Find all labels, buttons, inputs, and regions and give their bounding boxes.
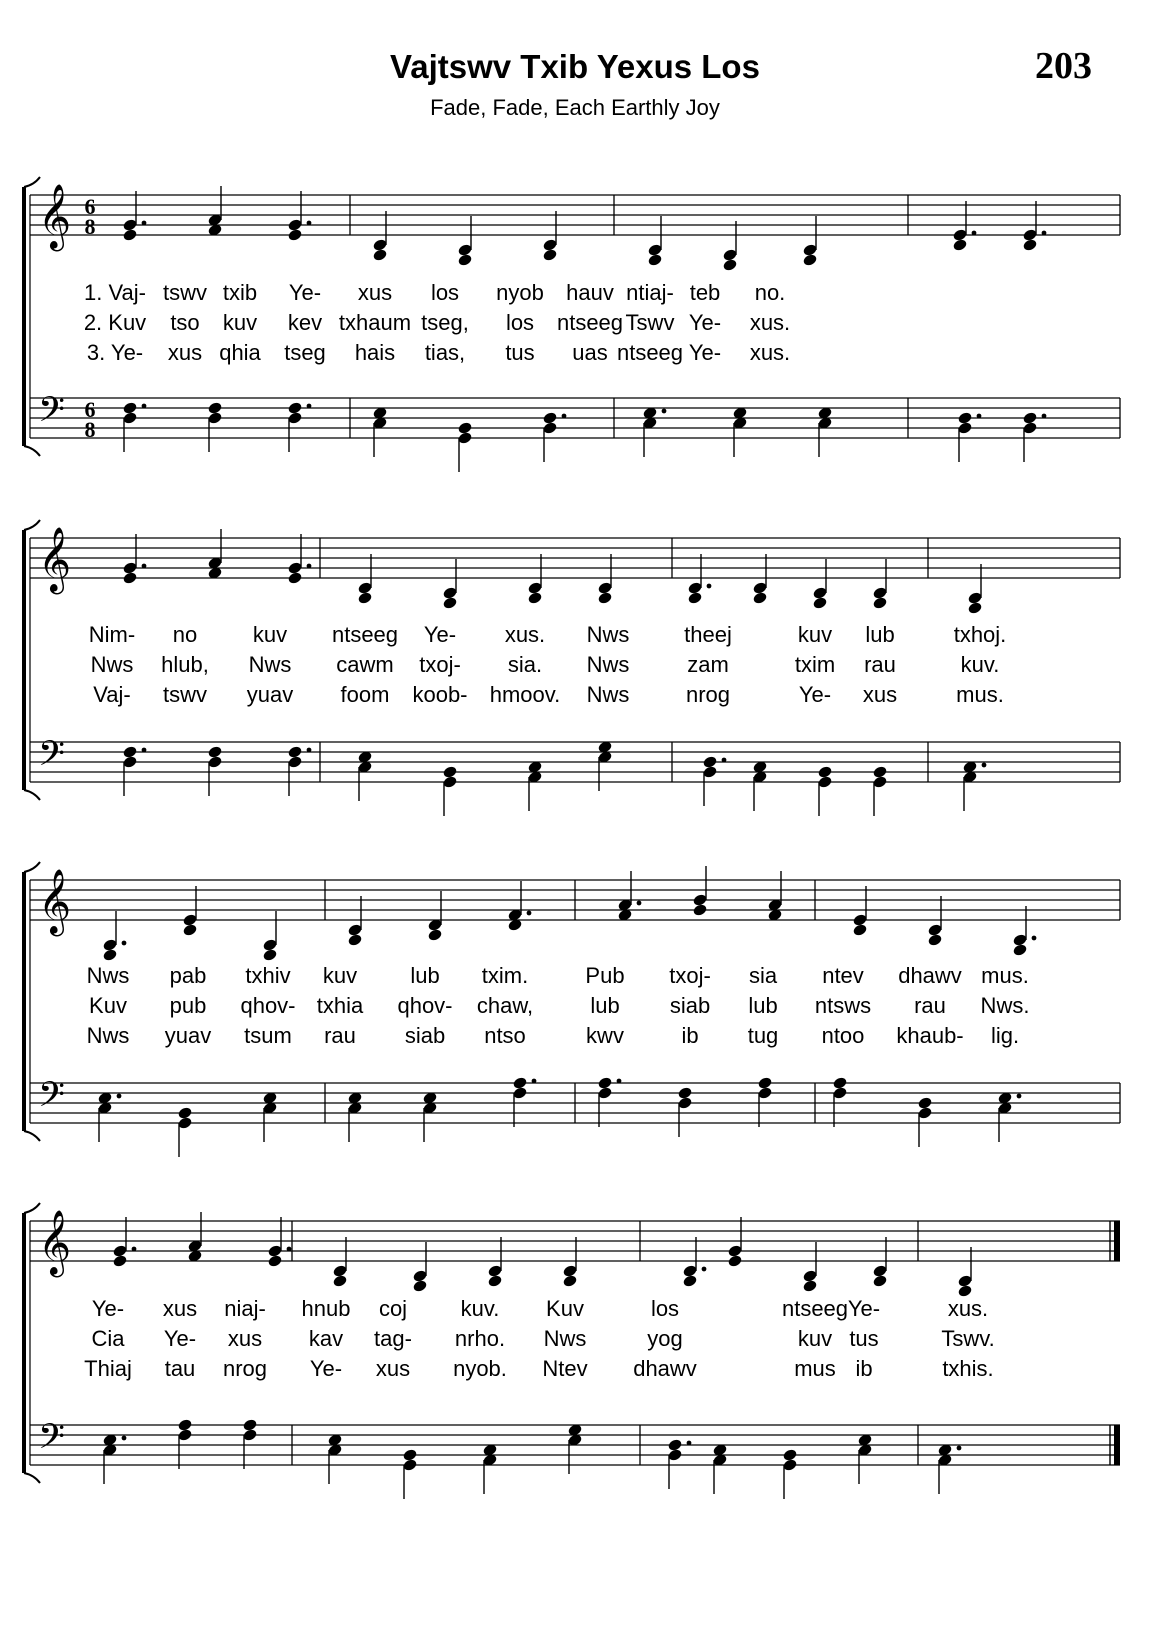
lyric-syllable: tau [164,1356,196,1381]
note [997,1091,1021,1142]
lyric-syllable: hauv [566,280,614,305]
note [952,201,976,252]
note [347,1091,363,1142]
note [177,1418,193,1469]
time-signature [85,397,96,442]
svg-text:6: 6 [84,194,96,219]
lyric-syllable: siab [669,993,711,1018]
note [817,406,833,457]
lyric-syllable: Ye- [798,682,832,707]
lyric-syllable: lig. [990,1023,1020,1048]
lyric-syllable: kuv [797,622,833,647]
note [682,1237,706,1288]
note [527,554,543,605]
note [262,911,278,962]
note [1022,201,1046,252]
treble-staff [30,1212,1120,1298]
lyric-syllable: xus [862,682,898,707]
lyric-syllable: txib [222,280,258,305]
lyric-syllable: Ye- [163,1326,197,1351]
lyric-syllable: coj [378,1296,408,1321]
hymn-title: Vajtswv Txib Yexus Los [390,48,760,85]
lyric-syllable: kuv [797,1326,833,1351]
note [677,1086,693,1137]
lyric-syllable: txim [794,652,836,677]
lyric-syllable: sia [748,963,778,988]
lyric-syllable: zam [687,652,729,677]
bass-staff [30,1418,1120,1499]
lyric-syllable: sia. [507,652,543,677]
note [97,1091,121,1142]
time-signature [85,194,96,239]
lyric-syllable: Nws [86,963,130,988]
lyric-syllable: tswv [163,682,207,707]
lyric-syllable: dhawv [898,963,962,988]
lyric-syllable: txoj- [419,652,461,677]
lyric-syllable: Nws [586,652,630,677]
lyric-syllable: hlub, [161,652,209,677]
lyric-syllable: nyob [496,280,544,305]
note [642,406,666,457]
note [102,911,126,962]
lyric-syllable: xus. [749,340,791,365]
note [647,216,663,267]
lyric-syllable: txhoj. [953,622,1007,647]
lyric-syllable: ntsws [814,993,872,1018]
note [412,1242,428,1293]
note [262,1091,278,1142]
lyric-syllable: qhov- [240,993,296,1018]
lyric-syllable: xus [167,340,203,365]
lyric-syllable: los [650,1296,680,1321]
note [712,1443,728,1494]
lyric-syllable: mus. [956,682,1004,707]
note [872,765,888,816]
note [332,1237,348,1288]
bass-clef-icon: 𝄢 [38,1074,66,1123]
lyric-syllable: 2. Kuv [83,310,147,335]
note [597,554,613,605]
note [562,1237,578,1288]
lyric-syllable: los [430,280,460,305]
lyric-syllable: txim. [481,963,529,988]
lyric-syllable: xus. [504,622,546,647]
note [937,1443,961,1494]
lyric-syllable: tseg, [421,310,469,335]
note [357,750,373,801]
note [207,186,223,237]
lyric-syllable: foom [340,682,390,707]
note [1012,906,1036,957]
lyric-syllable: Kuv [546,1296,584,1321]
lyric-syllable: tus [849,1326,879,1351]
lyric-syllable: Ye- [688,310,722,335]
lyric-syllable: Cia [91,1326,125,1351]
lyric-syllable: Ye- [309,1356,343,1381]
lyric-syllable: Kuv [89,993,127,1018]
lyric-syllable: Nim- [88,622,136,647]
lyric-syllable: txhis. [942,1356,994,1381]
lyric-syllable: Nws [586,682,630,707]
note [542,211,558,262]
lyric-syllable: xus [375,1356,411,1381]
hymn-subtitle: Fade, Fade, Each Earthly Joy [430,95,720,120]
lyric-syllable: tseg [284,340,326,365]
lyric-syllable: qhia [219,340,261,365]
lyric-syllable: Nws [586,622,630,647]
lyric-syllable: rau [324,1023,356,1048]
note [207,401,223,452]
lyric-syllable: xus [162,1296,198,1321]
lyric-syllable: 3. Ye- [86,340,144,365]
treble-clef-icon: 𝄞 [38,869,72,934]
lyric-syllable: teb [689,280,721,305]
lyric-syllable: yuav [164,1023,212,1048]
note [782,1448,798,1499]
note [567,1423,583,1474]
lyric-syllable: txoj- [669,963,711,988]
lyric-syllable: xus. [749,310,791,335]
note [427,891,443,942]
lyric-syllable: ib [855,1356,873,1381]
note [242,1418,258,1469]
lyric-syllable: lub [748,993,778,1018]
lyric-syllable: qhov- [397,993,453,1018]
note [692,866,708,917]
note [372,406,388,457]
treble-clef-icon: 𝄞 [38,184,72,249]
lyric-syllable: ib [681,1023,699,1048]
note [457,421,473,472]
note [767,871,783,922]
note [402,1448,418,1499]
lyric-syllable: lub [865,622,895,647]
note [347,896,363,947]
lyric-syllable: nrog [222,1356,268,1381]
note [327,1433,343,1484]
lyric-syllable: 1. Vaj- [84,280,146,305]
bass-staff [30,740,1120,816]
lyric-syllable: tso [170,310,200,335]
note [752,760,768,811]
lyric-syllable: kwv [586,1023,624,1048]
lyric-syllable: txhiv [245,963,291,988]
lyric-syllable: Ye- [288,280,322,305]
lyric-syllable: tus [505,340,535,365]
lyric-syllable: no [172,622,198,647]
lyric-syllable: Ye- [847,1296,881,1321]
lyric-syllable: koob- [412,682,468,707]
lyric-syllable: Vaj- [93,682,131,707]
lyric-syllable: tias, [424,340,466,365]
lyric-syllable: khaub- [896,1023,964,1048]
treble-clef-icon: 𝄞 [38,1210,72,1275]
note [487,1237,503,1288]
treble-staff [30,186,1120,272]
lyric-syllable: Nws. [980,993,1030,1018]
lyric-syllable: ntoo [821,1023,865,1048]
lyric-syllable: Ntev [542,1356,588,1381]
lyric-syllable: kuv [252,622,288,647]
lyric-syllable: Nws [543,1326,587,1351]
note [177,1106,193,1157]
lyric-syllable: kuv [222,310,258,335]
lyric-syllable: ntso [484,1023,526,1048]
svg-text:8: 8 [84,214,96,239]
note [752,554,768,605]
lyric-syllable: kuv. [960,652,1000,677]
lyric-syllable: yuav [246,682,294,707]
lyric-syllable: los [505,310,535,335]
lyric-syllable: dhawv [633,1356,697,1381]
lyric-syllable: tswv [163,280,207,305]
lyric-syllable: ntseeg [781,1296,849,1321]
note [857,1433,873,1484]
lyric-syllable: xus [357,280,393,305]
treble-staff [30,529,1120,615]
lyric-syllable: cawm [336,652,394,677]
lyric-syllable: xus [227,1326,263,1351]
lyric-syllable: rau [914,993,946,1018]
note [812,559,828,610]
note [757,1076,773,1127]
note [357,554,373,605]
note [482,1443,498,1494]
lyric-syllable: hmoov. [489,682,561,707]
note [442,559,458,610]
note [207,529,223,580]
note [457,216,473,267]
note [372,211,388,262]
lyric-syllable: ntseeg [331,622,399,647]
note [722,221,738,272]
bass-clef-icon: 𝄢 [38,733,66,782]
lyric-syllable: Thiaj [84,1356,132,1381]
lyric-syllable: rau [864,652,896,677]
note [507,881,531,932]
note [852,886,868,937]
lyric-syllable: lub [590,993,620,1018]
lyric-syllable: Nws [248,652,292,677]
note [957,1247,973,1298]
note [872,559,888,610]
lyric-syllable: tug [747,1023,779,1048]
svg-text:6: 6 [84,397,96,422]
lyric-syllable: siab [404,1023,446,1048]
lyric-syllable: hais [354,340,396,365]
lyric-syllable: kav [308,1326,344,1351]
treble-clef-icon: 𝄞 [38,527,72,592]
note [927,896,943,947]
lyric-syllable: ntev [822,963,864,988]
lyric-syllable: kuv [322,963,358,988]
note [967,564,983,615]
lyric-syllable: Ye- [423,622,457,647]
lyric-syllable: Pub [585,963,625,988]
bass-clef-icon: 𝄢 [38,1416,66,1465]
note [422,1091,438,1142]
lyric-syllable: ntseeg [556,310,624,335]
lyric-syllable: uas [572,340,608,365]
lyric-syllable: nrog [685,682,731,707]
note [732,406,748,457]
note [802,216,818,267]
lyric-syllable: pab [169,963,207,988]
note [442,765,458,816]
lyric-syllable: no. [754,280,786,305]
note [817,765,833,816]
lyric-syllable: chaw, [476,993,534,1018]
lyric-syllable: txhia [316,993,364,1018]
note [802,1242,818,1293]
note [687,554,711,605]
note [102,1433,126,1484]
lyric-syllable: xus. [947,1296,989,1321]
lyric-syllable: yog [647,1326,683,1351]
note [527,760,543,811]
lyric-syllable: Nws [86,1023,130,1048]
note [917,1096,933,1147]
lyric-syllable: tag- [374,1326,412,1351]
lyric-syllable: lub [410,963,440,988]
svg-text:8: 8 [84,417,96,442]
lyric-syllable: pub [169,993,207,1018]
note [727,1217,743,1268]
lyric-syllable: hnub [301,1296,351,1321]
lyric-syllable: nrho. [454,1326,506,1351]
note [597,740,613,791]
note [207,745,223,796]
lyric-syllable: niaj- [224,1296,266,1321]
note [187,1212,203,1263]
bass-clef-icon: 𝄢 [38,389,66,438]
lyric-syllable: Ye- [91,1296,125,1321]
bass-staff [30,398,1120,472]
note [872,1237,888,1288]
note [617,871,641,922]
lyric-syllable: Tswv. [941,1326,995,1351]
lyric-syllable: tsum [244,1023,292,1048]
lyric-syllable: Ye- [688,340,722,365]
lyric-syllable: txhaum [338,310,412,335]
lyric-syllable: nyob. [453,1356,507,1381]
lyric-syllable: kuv. [460,1296,500,1321]
lyric-syllable: mus. [981,963,1029,988]
lyric-syllable: ntseeg [616,340,684,365]
lyric-syllable: kev [287,310,323,335]
note [832,1076,848,1127]
lyric-syllable: theej [684,622,732,647]
lyric-syllable: Nws [90,652,134,677]
lyric-syllable: ntiaj- [626,280,674,305]
note [182,886,198,937]
lyric-syllable: mus [794,1356,836,1381]
hymn-number: 203 [1035,45,1092,87]
note [962,760,986,811]
lyric-syllable: Tswv [625,310,675,335]
